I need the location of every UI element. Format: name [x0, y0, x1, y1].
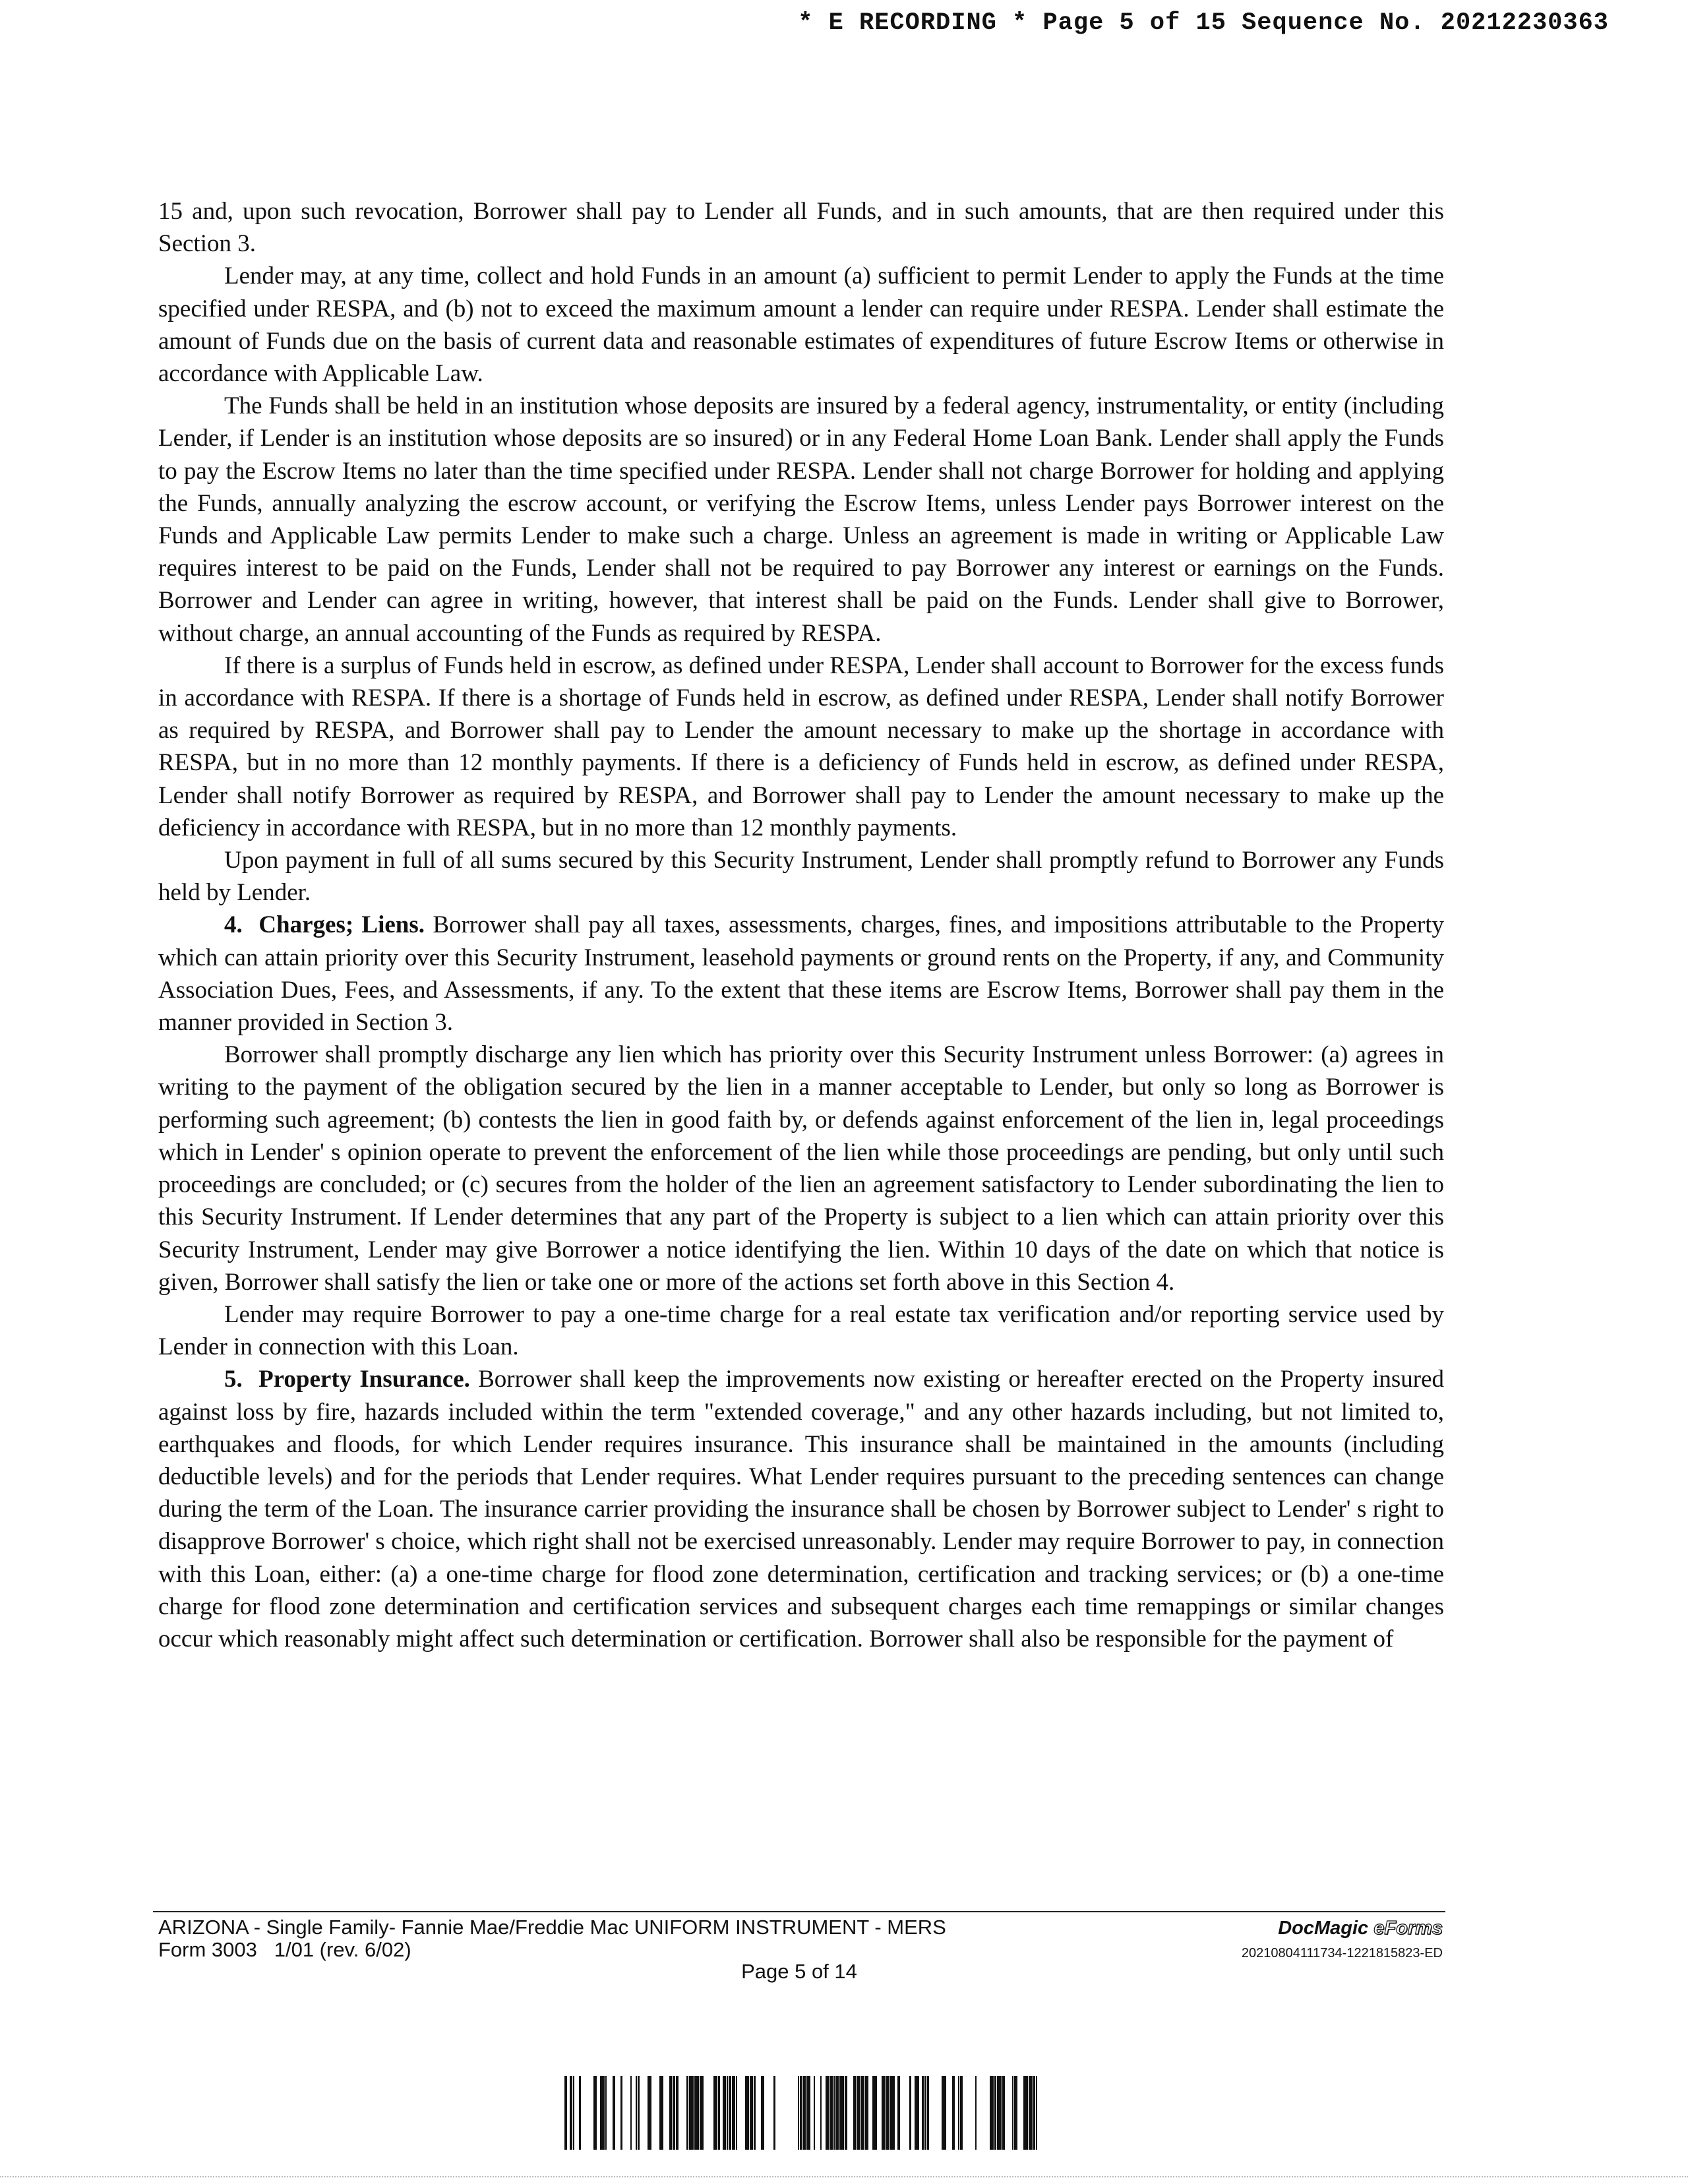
barcode-bar: [729, 2076, 731, 2150]
document-body: [158, 195, 1444, 1655]
barcode-bar: [648, 2076, 651, 2150]
barcode-bar: [638, 2076, 640, 2150]
paragraph-text: If there is a surplus of Funds held in escrow, as defined under RESPA, Lender shall account to Borrower for the excess funds in accordance with RESPA. If there is a shortage of Funds held in escrow, as defined under RESPA, Lender shall notify Borrower as required by RESPA, and Borrower shall pay to Lender the amount necessary to make up the shortage in accordance with RESPA, but in no more than 12 monthly payments. If there is a deficiency of Funds held in escrow, as defined under RESPA, Lender shall notify Borrower as required by RESPA, and Borrower shall pay to Lender the amount necessary to make up the deficiency in accordance with RESPA, but in no more than 12 monthly payments.: [158, 652, 1444, 841]
barcode-bar: [942, 2076, 946, 2150]
barcode-bar: [997, 2076, 1002, 2150]
barcode-bar: [694, 2076, 699, 2150]
barcode-bar: [713, 2076, 717, 2150]
scan-edge-line: [0, 2176, 1688, 2177]
barcode-bar: [882, 2076, 886, 2150]
barcode-bar: [1029, 2076, 1033, 2150]
paragraph-text: Lender may require Borrower to pay a one-time charge for a real estate tax verification and/or reporting service used by Lender in connection with this Loan.: [158, 1300, 1444, 1361]
barcode-image: [564, 2076, 1039, 2150]
barcode-bar: [924, 2076, 926, 2150]
barcode-bar: [593, 2076, 597, 2150]
barcode-bar: [1012, 2076, 1013, 2150]
barcode-bar: [736, 2076, 737, 2150]
barcode-bar: [570, 2076, 572, 2150]
barcode-bar: [750, 2076, 753, 2150]
section-heading: Property Insurance.: [258, 1366, 470, 1393]
barcode-bar: [927, 2076, 929, 2150]
paragraph-text: Borrower shall keep the improvements now existing or hereafter erected on the Property insured against loss by fire, hazards included within the term "extended coverage," and any other hazards including, but not limited to, earthquakes and floods, for which Lender requires insurance. This insurance shall be maintained in the amounts (including deductible levels) and for the periods that Lender requires. What Lender requires pursuant to the preceding sentences can change during the term of the Loan. The insurance carrier providing the insurance shall be chosen by Borrower subject to Lender' s right to disapprove Borrower' s choice, which right shall not be exercised unreasonably. Lender may require Borrower to pay, in connection with this Loan, either: (a) a one-time charge for flood zone determination, certification and tracking services; or (b) a one-time charge for flood zone determination and certification services and subsequent charges each time remappings or similar changes occur which reasonably might affect such determination or certification. Borrower shall also be responsible for the payment of: [158, 1366, 1445, 1653]
barcode-bar: [857, 2076, 860, 2150]
barcode-bar: [845, 2076, 847, 2150]
barcode-bar: [806, 2076, 810, 2150]
barcode-bar: [861, 2076, 864, 2150]
barcode-bar: [814, 2076, 815, 2150]
paragraph: [158, 844, 1444, 909]
docmagic-logo: [1242, 1918, 1443, 1939]
barcode-bar: [800, 2076, 802, 2150]
barcode-bar: [990, 2076, 994, 2150]
paragraph-text: The Funds shall be held in an institution whose deposits are insured by a federal agency, instrumentality, or entity (including Lender, if Lender is an institution whose deposits are so insured) or in any Federal Home Loan Bank. Lender shall apply the Funds to pay the Escrow Items no later than the time specified under RESPA. Lender shall not charge Borrower for holding and applying the Funds, annually analyzing the escrow account, or verifying the Escrow Items, unless Lender pays Borrower interest on the Funds and Applicable Law permits Lender to make such a charge. Unless an agreement is made in writing or Applicable Law requires interest to be paid on the Funds, Lender shall not be required to pay Borrower any interest or earnings on the Funds. Borrower and Lender can agree in writing, however, that interest shall be paid on the Funds. Lender shall give to Borrower, without charge, an annual accounting of the Funds as required by RESPA.: [158, 392, 1444, 647]
barcode-bar: [1036, 2076, 1037, 2150]
barcode-bar: [1002, 2076, 1005, 2150]
barcode-bar: [820, 2076, 822, 2150]
barcode-bar: [636, 2076, 637, 2150]
footer-divider: [153, 1911, 1445, 1912]
brand-name: DocMagic: [1278, 1918, 1369, 1939]
barcode-bar: [613, 2076, 615, 2150]
barcode-bar: [886, 2076, 889, 2150]
barcode-bar: [872, 2076, 877, 2150]
barcode-bar: [700, 2076, 704, 2150]
barcode-bar: [897, 2076, 900, 2150]
section-number: 5.: [224, 1366, 243, 1393]
barcode-bar: [573, 2076, 574, 2150]
paragraph-text: Borrower shall pay all taxes, assessments, charges, fines, and impositions attributable to the Property which can attain priority over this Security Instrument, leasehold payments or ground rents on the Property, if any, and Community Association Dues, Fees, and Assessments, if any. To the extent that these items are Escrow Items, Borrower shall pay them in the manner provided in Section 3.: [158, 911, 1445, 1037]
barcode-bar: [833, 2076, 835, 2150]
paragraph-text: Lender may, at any time, collect and hold Funds in an amount (a) sufficient to permit Lender to apply the Funds at the time specified under RESPA, and (b) not to exceed the maximum amount a lender can require under RESPA. Lender shall estimate the amount of Funds due on the basis of current data and reasonable estimates of expenditures of future Escrow Items or otherwise in accordance with Applicable Law.: [158, 262, 1444, 388]
paragraph: [158, 390, 1444, 650]
section-4-paragraph: [158, 909, 1444, 1039]
page-number: Page 5 of 14: [741, 1960, 857, 1983]
section-5-paragraph: [158, 1363, 1444, 1655]
barcode-bar: [761, 2076, 764, 2150]
form-identifier: [158, 1916, 946, 1961]
section-number: 4.: [224, 911, 243, 939]
barcode-bar: [745, 2076, 749, 2150]
barcode-bar: [600, 2076, 605, 2150]
barcode-bar: [958, 2076, 959, 2150]
barcode-bar: [689, 2076, 694, 2150]
barcode-bar: [975, 2076, 977, 2150]
barcode-bar: [803, 2076, 806, 2150]
document-id: 20210804111734-1221815823-ED: [1241, 1946, 1443, 1960]
barcode-bar: [890, 2076, 895, 2150]
barcode-bar: [915, 2076, 919, 2150]
barcode-bar: [909, 2076, 911, 2150]
barcode-bar: [686, 2076, 688, 2150]
barcode-bar: [865, 2076, 868, 2150]
paragraph-text: Upon payment in full of all sums secured by this Security Instrument, Lender shall promptly refund to Borrower any Funds held by Lender.: [158, 847, 1444, 907]
paragraph-text: Borrower shall promptly discharge any lien which has priority over this Security Instrument unless Borrower: (a) agrees in writing to the payment of the obligation secured by the lien in a manner acceptable to Lender, but only so long as Borrower is performing such agreement; (b) contests the lien in good faith by, or defends against enforcement of the lien in, legal proceedings which in Lender' s opinion operate to prevent the enforcement of the lien while those proceedings are pending, but only until such proceedings are concluded; or (c) secures from the holder of the lien an agreement satisfactory to Lender subordinating the lien to this Security Instrument. If Lender determines that any part of the Property is subject to a lien which can attain priority over this Security Instrument, Lender may give Borrower a notice identifying the lien. Within 10 days of the date on which that notice is given, Borrower shall satisfy the lien or take one or more of the actions set forth above in this Section 4.: [158, 1041, 1444, 1296]
recording-header: * E RECORDING * Page 5 of 15 Sequence No. 20212230363: [798, 9, 1609, 37]
paragraph-continuation: [158, 195, 1444, 260]
barcode-bar: [564, 2076, 567, 2150]
paragraph: [158, 1039, 1444, 1298]
barcode-bar: [839, 2076, 844, 2150]
barcode-bar: [826, 2076, 829, 2150]
barcode-bar: [727, 2076, 728, 2150]
barcode-bar: [754, 2076, 756, 2150]
barcode-bar: [922, 2076, 924, 2150]
barcode-bar: [952, 2076, 955, 2150]
paragraph: [158, 650, 1444, 844]
barcode-bar: [1023, 2076, 1028, 2150]
barcode-bar: [676, 2076, 678, 2150]
barcode-bar: [853, 2076, 856, 2150]
form-number: Form 3003 1/01 (rev. 6/02): [158, 1938, 411, 1961]
paragraph: [158, 1298, 1444, 1363]
barcode-bar: [669, 2076, 672, 2150]
barcode-bar: [659, 2076, 663, 2150]
barcode-bar: [835, 2076, 839, 2150]
barcode-bar: [773, 2076, 775, 2150]
barcode-bar: [960, 2076, 963, 2150]
brand-forms: eForms: [1373, 1918, 1443, 1939]
barcode-bar: [1033, 2076, 1035, 2150]
form-title: ARIZONA - Single Family- Fannie Mae/Freddie Mac UNIFORM INSTRUMENT - MERS: [158, 1916, 946, 1939]
barcode-bar: [723, 2076, 726, 2150]
barcode-bar: [994, 2076, 996, 2150]
barcode-bar: [829, 2076, 833, 2150]
barcode-bar: [673, 2076, 675, 2150]
barcode-bar: [630, 2076, 632, 2150]
brand-block: [1242, 1918, 1443, 1961]
barcode-bar: [579, 2076, 581, 2150]
barcode-bar: [718, 2076, 720, 2150]
barcode-bar: [732, 2076, 735, 2150]
barcode-bar: [620, 2076, 622, 2150]
barcode-bar: [798, 2076, 799, 2150]
section-heading: Charges; Liens.: [258, 911, 425, 939]
barcode-bar: [605, 2076, 607, 2150]
paragraph: [158, 260, 1444, 390]
paragraph-text: 15 and, upon such revocation, Borrower shall pay to Lender all Funds, and in such amounts, that are then required under this Section 3.: [158, 198, 1444, 258]
barcode-bar: [1014, 2076, 1017, 2150]
